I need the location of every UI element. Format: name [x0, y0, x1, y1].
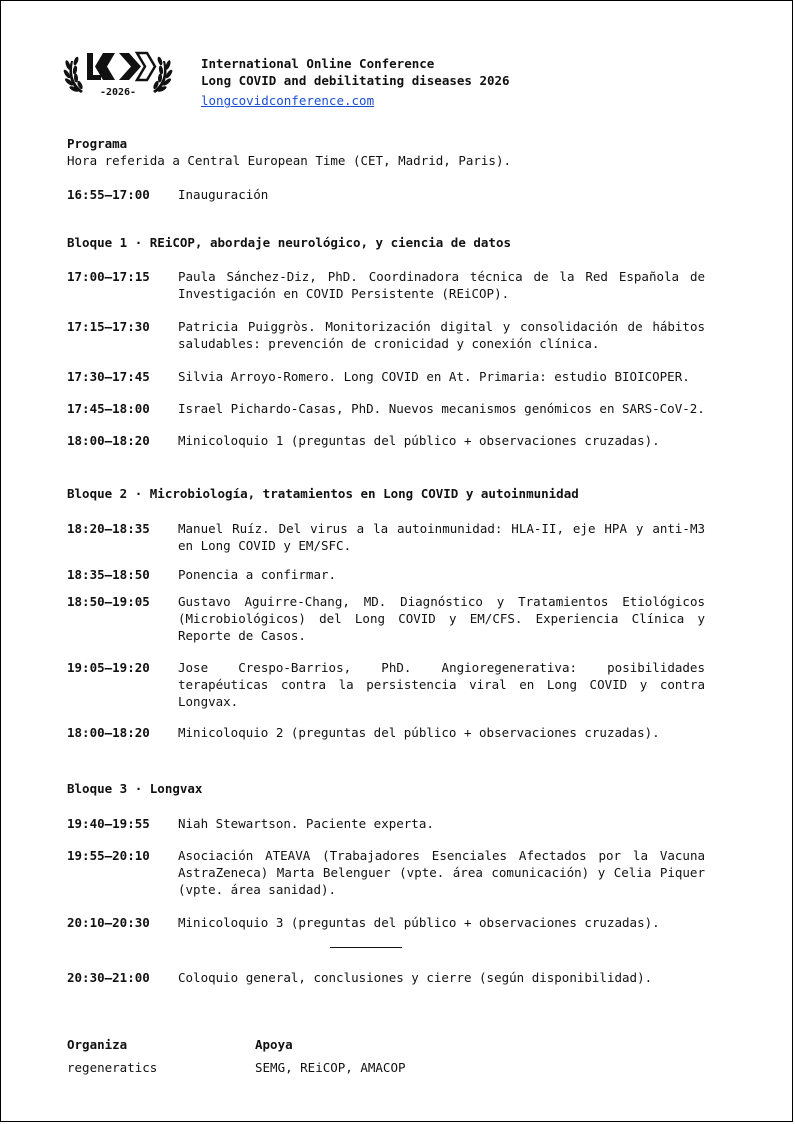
laurel-right-icon: [152, 56, 173, 93]
row-text: Asociación ATEAVA (Trabajadores Esenciales Afectados por la Vacuna AstraZeneca) Marta Belenguer (vpte. área comunicación) y Celia Piquer (vpte. área sanidad).: [178, 848, 705, 897]
closing-time: 20:30–21:00: [67, 970, 150, 985]
schedule-row: [67, 914, 705, 931]
organiza-label: Organiza: [67, 1037, 128, 1052]
row-time: 18:00–18:20: [67, 433, 150, 448]
header: [201, 55, 510, 109]
row-time: 17:45–18:00: [67, 401, 150, 416]
row-time: 18:20–18:35: [67, 521, 150, 536]
row-time: 18:35–18:50: [67, 567, 150, 582]
logo-year: -2026-: [99, 87, 137, 98]
block-3-title: Bloque 3 · Longvax: [67, 781, 203, 796]
lcd-mark-icon: [87, 53, 155, 80]
schedule-row: [67, 520, 705, 554]
row-time: 20:10–20:30: [67, 915, 150, 930]
schedule-row: [67, 268, 705, 302]
row-time: 19:40–19:55: [67, 816, 150, 831]
conference-logo: [63, 47, 173, 101]
schedule-row: [67, 724, 705, 741]
closing-text: Coloquio general, conclusiones y cierre (según disponibilidad).: [178, 970, 653, 985]
schedule-row: [67, 400, 705, 417]
footer-values: [67, 1059, 705, 1076]
row-text: Niah Stewartson. Paciente experta.: [178, 816, 434, 831]
row-text: Israel Pichardo-Casas, PhD. Nuevos mecanismos genómicos en SARS-CoV-2.: [178, 401, 705, 416]
apoya-value: SEMG, REiCOP, AMACOP: [255, 1060, 406, 1075]
schedule-row: [67, 593, 705, 644]
row-time: 19:55–20:10: [67, 848, 150, 863]
row-text: Patricia Puiggròs. Monitorización digital y consolidación de hábitos saludables: prevención de cronicidad y conexión clínica.: [178, 319, 705, 351]
row-text: Gustavo Aguirre-Chang, MD. Diagnóstico y Tratamientos Etiológicos (Microbiológicos) del Long COVID y EM/CFS. Experiencia Clínica y Reporte de Casos.: [178, 594, 705, 643]
schedule-row: [67, 368, 705, 385]
schedule-row: [67, 659, 705, 710]
row-time: 18:50–19:05: [67, 594, 150, 609]
closing-row: [67, 969, 705, 986]
row-text: Jose Crespo-Barrios, PhD. Angioregenerativa: posibilidades terapéuticas contra la persistencia viral en Long COVID y contra Longvax.: [178, 660, 705, 709]
schedule-row: [67, 815, 705, 832]
separator-rule: [330, 947, 402, 948]
organiza-value: regeneratics: [67, 1060, 158, 1075]
row-text: Minicoloquio 2 (preguntas del público + observaciones cruzadas).: [178, 725, 660, 740]
header-line1: International Online Conference: [201, 56, 435, 71]
laurel-left-icon: [63, 56, 84, 93]
opening-text: Inauguración: [178, 187, 269, 202]
row-text: Minicoloquio 1 (preguntas del público + observaciones cruzadas).: [178, 433, 660, 448]
block-2-title: Bloque 2 · Microbiología, tratamientos en Long COVID y autoinmunidad: [67, 486, 579, 501]
row-time: 19:05–19:20: [67, 660, 150, 675]
row-time: 17:30–17:45: [67, 369, 150, 384]
schedule-row: [67, 432, 705, 449]
apoya-label: Apoya: [255, 1037, 293, 1052]
row-time: 18:00–18:20: [67, 725, 150, 740]
timezone-note: Hora referida a Central European Time (CET, Madrid, Paris).: [67, 153, 512, 168]
block-1-title: Bloque 1 · REiCOP, abordaje neurológico, y ciencia de datos: [67, 235, 512, 250]
schedule-row: [67, 318, 705, 352]
opening-time: 16:55–17:00: [67, 187, 150, 202]
row-text: Manuel Ruíz. Del virus a la autoinmunidad: HLA-II, eje HPA y anti-M3 en Long COVID y EM/SFC.: [178, 521, 705, 553]
row-text: Silvia Arroyo-Romero. Long COVID en At. Primaria: estudio BIOICOPER.: [178, 369, 690, 384]
row-text: Ponencia a confirmar.: [178, 567, 337, 582]
footer-labels: [67, 1036, 705, 1053]
row-time: 17:15–17:30: [67, 319, 150, 334]
conference-link[interactable]: longcovidconference.com: [201, 93, 375, 108]
opening-row: [67, 186, 705, 203]
schedule-row: [67, 566, 705, 583]
program-content: [67, 135, 705, 1076]
row-time: 17:00–17:15: [67, 269, 150, 284]
row-text: Paula Sánchez-Diz, PhD. Coordinadora técnica de la Red Española de Investigación en COVID Persistente (REiCOP).: [178, 269, 705, 301]
header-line2: Long COVID and debilitating diseases 2026: [201, 73, 510, 88]
program-heading: Programa: [67, 136, 128, 151]
schedule-row: [67, 847, 705, 898]
row-text: Minicoloquio 3 (preguntas del público + observaciones cruzadas).: [178, 915, 660, 930]
